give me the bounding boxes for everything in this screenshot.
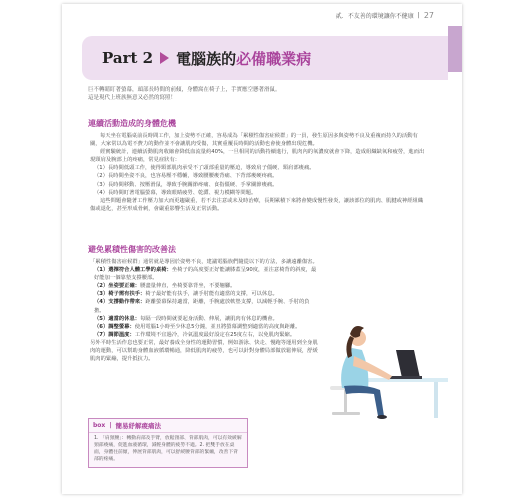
- running-head-text: 貳．不友善的環境讓你不健康: [335, 13, 414, 20]
- list-item-text: 使用電腦1小時至少休息5分鐘，並且將螢幕調整到適當的高度與距離。: [134, 323, 301, 330]
- part-label: Part 2: [102, 49, 154, 67]
- tip-box-title: 簡易紓解痠痛法: [115, 422, 161, 430]
- paragraph: 每天坐在電腦桌前長時間工作，加上姿勢不正確，容易成為「累積性傷害症候群」的一員，發生原因多與姿勢不良及重複而持久的活動有關，大家常以為電不費力的動作並不會讓肌肉受傷，其實重覆長時間的活動也會使身體出現危機。: [90, 133, 418, 148]
- list-item-text: 每隔一段時間就要起身活動、伸展，讓肌肉有休息的機會。: [140, 315, 278, 322]
- section-heading: 連續活動造成的身體危機: [88, 119, 176, 128]
- list-item: [90, 298, 320, 314]
- list-item-text: 腰盡量伸直，坐椅要靠背坐，不要翹腳。: [140, 283, 236, 290]
- list-item: [90, 282, 320, 290]
- intro-line: 這是現代上班族無意又必然的寫照！: [88, 95, 177, 101]
- paragraph: 「累積性傷害症候群」通常就是導因於姿勢不良，建議電腦族們隨從以下的方法，多讓遠離傷害。: [90, 259, 318, 265]
- list-item-label: （4）支撐動作帶來：: [94, 299, 146, 306]
- chair-base: [332, 412, 360, 415]
- list-item-label: （5）適當的休息：: [94, 315, 141, 322]
- desk-leg: [434, 382, 438, 418]
- list-item-text: 椅子最好能有扶手，讓手肘能有適當的支撐，可以休息。: [145, 291, 278, 298]
- paragraph: 這些問題會隨著工作壓力加大而更趨嚴重，若不去注意或未及時治療，長期累積下來將會變成慢性發炎，讓該部位的肌肉、肌腱或神經組織傷或退化，甚至形成骨刺，會嚴重影響生活及正常活動。: [90, 197, 424, 212]
- chapter-title-main: 電腦族的: [176, 49, 237, 68]
- tip-box: [88, 418, 248, 468]
- tip-box-label: box: [93, 422, 106, 429]
- list-item-label: （2）坐姿要正確：: [94, 283, 141, 290]
- section-heading: 避免累積性傷害的改善法: [88, 245, 176, 254]
- laptop-base: [388, 376, 422, 379]
- page-number: 27: [423, 11, 434, 20]
- list-item: [90, 290, 320, 298]
- tip-box-header: box | 簡易紓解痠痛法: [89, 419, 247, 433]
- list-item: [90, 266, 320, 282]
- chapter-title: [176, 48, 311, 69]
- page-edge-tab: [448, 26, 462, 72]
- chapter-title-accent: 必備職業病: [236, 49, 312, 68]
- list-item-label: （7）調節溫度：: [94, 331, 135, 338]
- list-item-text: 工作環境不宜過冷，冷氣溫度最好設定在25度左右，以免肌肉緊縮。: [134, 331, 296, 338]
- chapter-title-band: [82, 36, 448, 80]
- intro-text: [88, 86, 338, 102]
- list-item: （3）長時間移動、按壓滑鼠，導致手腕關節疼痛、食指僵硬、手掌關節痠痛。: [94, 181, 278, 188]
- paragraph: 另外平時生活作息也要正常，最好養成全身性的運動習慣，例如游泳、快走、慢跑等運用到全身肌肉的運動，可以幫助身體血液循環暢通，降低肌肉的疲勞，也可以針對身體局部做放鬆伸展，舒緩肌肉的緊繃，提升抵抗力。: [90, 339, 318, 363]
- paragraph: 經實驗統計，連續活動肌肉收縮會降低血流量約40%，一旦相同的活動持續進行，肌肉內的氧濃度就會下降，造成組織缺氧和疲勞，進而出現頸肩及腕部上的疼痛，常見症狀有：: [90, 149, 425, 164]
- list-item-label: （6）調整螢幕：: [94, 323, 135, 330]
- book-page: [62, 4, 462, 494]
- laptop-screen: [396, 350, 420, 378]
- list-item: [90, 331, 320, 339]
- list-item: （2）長時間坐姿不良，也容易壓不穩輔，導致腰腰痠背痛、下背部痠硬疼痛。: [94, 173, 278, 180]
- list-item: [90, 323, 320, 331]
- woman-at-laptop-illustration: [314, 300, 448, 420]
- tip-box-text: 1. 「肩頸腰」：轉動肩部及手臂，放鬆頸部、背部肌肉，可以有效緩解頸部痠痛，促進血液循環，減輕身體的疲勞不適。2. 把雙手放在桌面，身體往前傾，伸展背部肌肉，可以舒緩腰背部的緊繃，改善下背部的疼痛。: [94, 436, 242, 462]
- intro-line: 巨不轉睛盯著螢幕，頭部長時間的前傾，身體窩在椅子上，手實應空懸著滑鼠。: [88, 87, 281, 93]
- arrow-icon: [160, 52, 169, 64]
- list-item-label: （3）椅子需有扶手：: [94, 291, 146, 298]
- list-item-text: 距離螢幕保持適當，距離，手腕處放軟墊支撐，以減輕手腕、手肘的負擔。: [94, 299, 310, 314]
- woman-legs: [344, 386, 384, 417]
- list-item: （4）長時間盯著電腦螢幕，導致眼睛疲勞、乾澀、視力模糊等問題。: [94, 189, 257, 196]
- list-item-label: （1）選擇符合人體工學的桌椅：: [94, 267, 172, 274]
- running-head: 貳．不友善的環境讓你不健康 | 27: [335, 11, 434, 20]
- woman-shoe: [377, 415, 387, 419]
- list-item: （1）長時間低頭工作，使得頸部肌肉承受不了頭部重量的壓迫，導致肩子僵硬、頸肩部痠痛。: [94, 165, 315, 172]
- list-item-text: 坐椅子的高度要正好能讓膝蓋呈90度，並注意椅背的斜度，最好能加一個靠墊支撐腰部。: [94, 267, 317, 282]
- section-body: [90, 258, 320, 363]
- list-item: [90, 315, 320, 323]
- section-body: [90, 132, 426, 213]
